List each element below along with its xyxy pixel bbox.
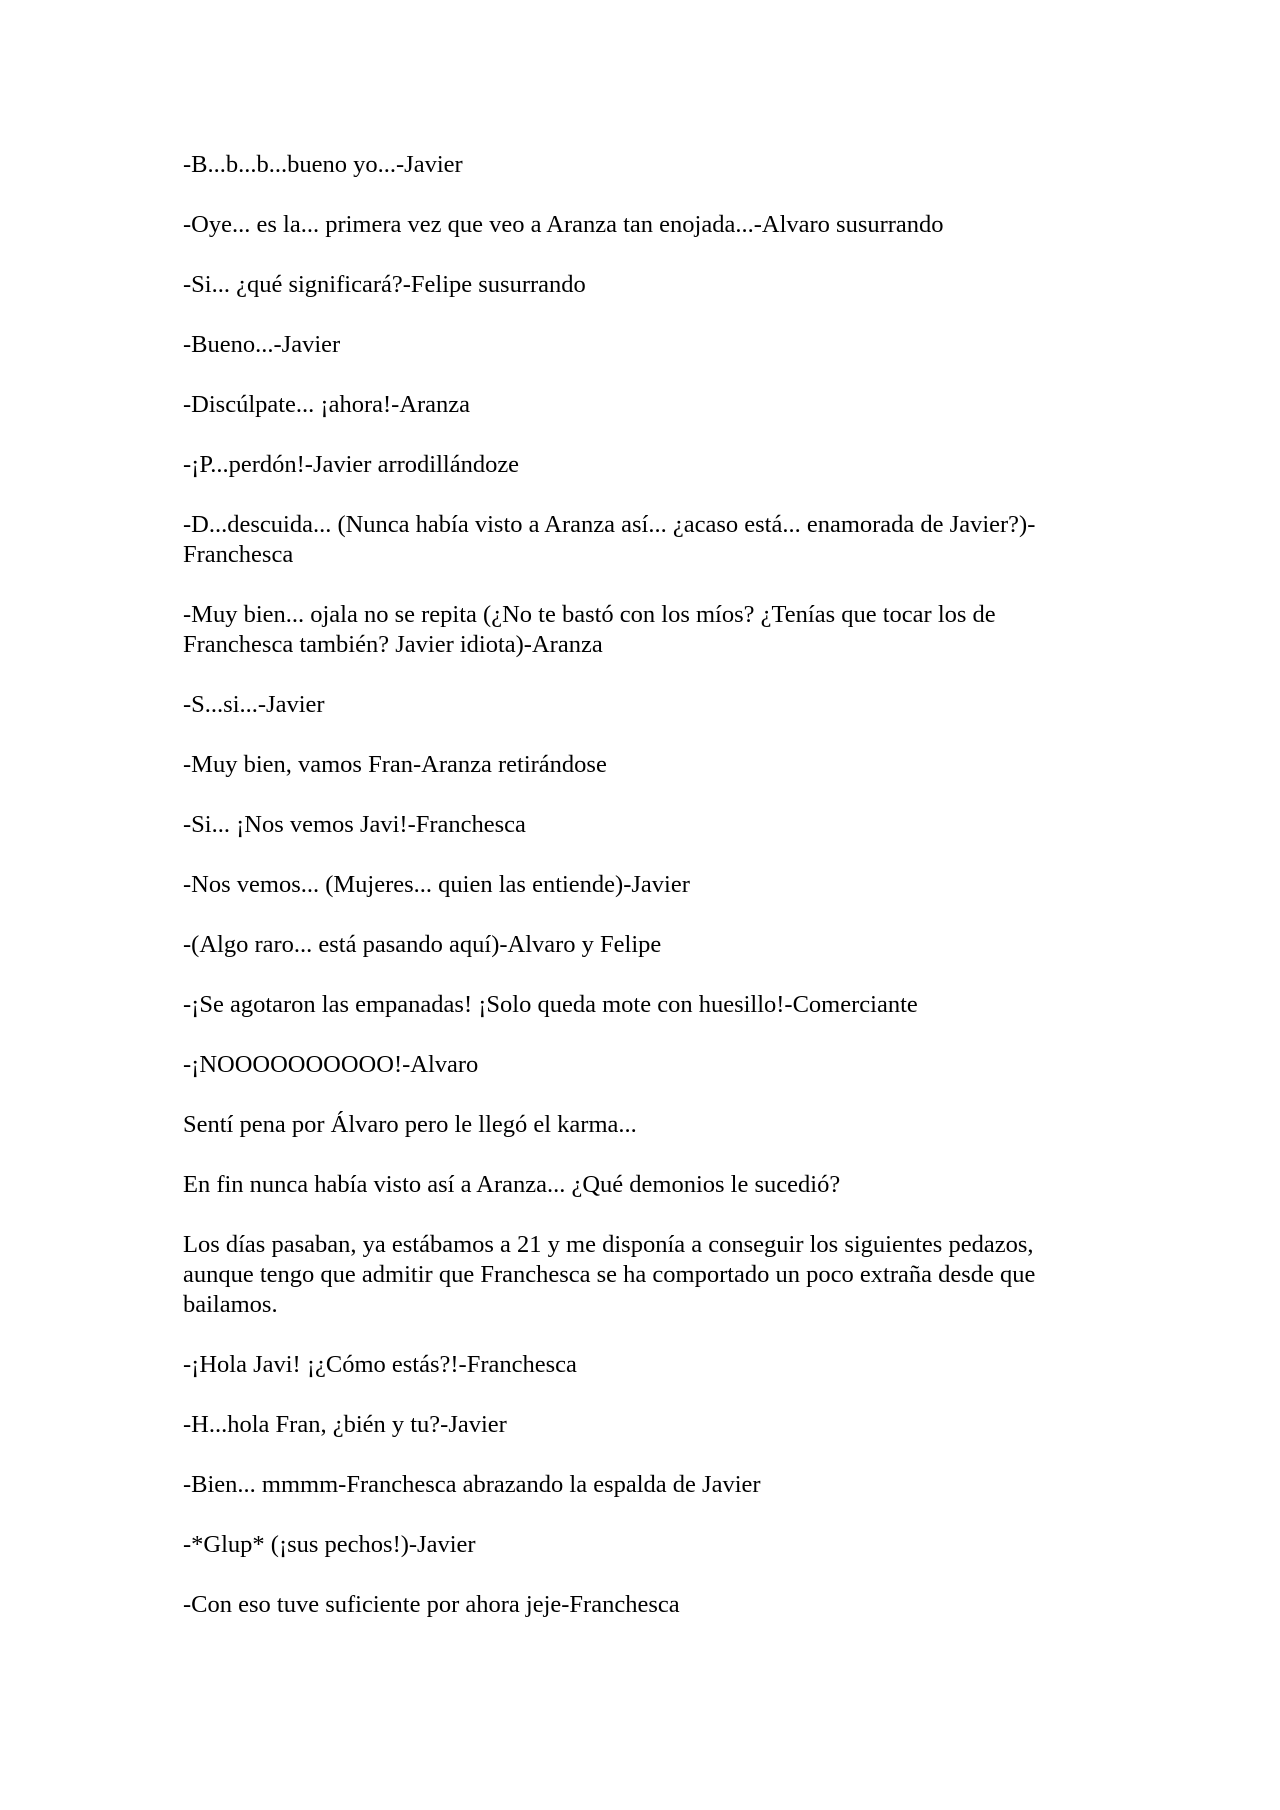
paragraph: -Si... ¿qué significará?-Felipe susurrando	[183, 271, 586, 298]
paragraph: -Discúlpate... ¡ahora!-Aranza	[183, 391, 471, 418]
paragraph: -Bien... mmmm-Franchesca abrazando la espalda de Javier	[183, 1471, 761, 1498]
paragraph: -¡Hola Javi! ¡¿Cómo estás?!-Franchesca	[183, 1351, 577, 1378]
paragraph: -B...b...b...bueno yo...-Javier	[183, 151, 463, 178]
paragraph: -*Glup* (¡sus pechos!)-Javier	[183, 1531, 476, 1558]
paragraph: Sentí pena por Álvaro pero le llegó el karma...	[183, 1111, 637, 1138]
paragraph: -Nos vemos... (Mujeres... quien las entiende)-Javier	[183, 871, 690, 898]
paragraph: -¡Se agotaron las empanadas! ¡Solo queda mote con huesillo!-Comerciante	[183, 991, 918, 1018]
paragraph: -H...hola Fran, ¿bién y tu?-Javier	[183, 1411, 507, 1438]
paragraph: -Muy bien... ojala no se repita (¿No te bastó con los míos? ¿Tenías que tocar los de Franchesca también? Javier idiota)-Aranza	[183, 601, 996, 658]
paragraph: -(Algo raro... está pasando aquí)-Alvaro y Felipe	[183, 931, 662, 958]
paragraph: -D...descuida... (Nunca había visto a Aranza así... ¿acaso está... enamorada de Javier?)-Franchesca	[183, 511, 1036, 568]
paragraph: -Oye... es la... primera vez que veo a Aranza tan enojada...-Alvaro susurrando	[183, 211, 944, 238]
paragraph: Los días pasaban, ya estábamos a 21 y me disponía a conseguir los siguientes pedazos, aunque tengo que admitir que Franchesca se ha comportado un poco extraña desde que bailamos.	[183, 1231, 1036, 1318]
paragraph: -¡NOOOOOOOOOO!-Alvaro	[183, 1051, 479, 1078]
paragraph: En fin nunca había visto así a Aranza... ¿Qué demonios le sucedió?	[183, 1171, 841, 1198]
paragraph: -Si... ¡Nos vemos Javi!-Franchesca	[183, 811, 526, 838]
paragraph: -¡P...perdón!-Javier arrodillándoze	[183, 451, 520, 478]
paragraph: -S...si...-Javier	[183, 691, 325, 718]
document-body	[183, 150, 1103, 1650]
paragraph: -Bueno...-Javier	[183, 331, 341, 358]
paragraph: -Con eso tuve suficiente por ahora jeje-Franchesca	[183, 1591, 680, 1618]
paragraph: -Muy bien, vamos Fran-Aranza retirándose	[183, 751, 607, 778]
